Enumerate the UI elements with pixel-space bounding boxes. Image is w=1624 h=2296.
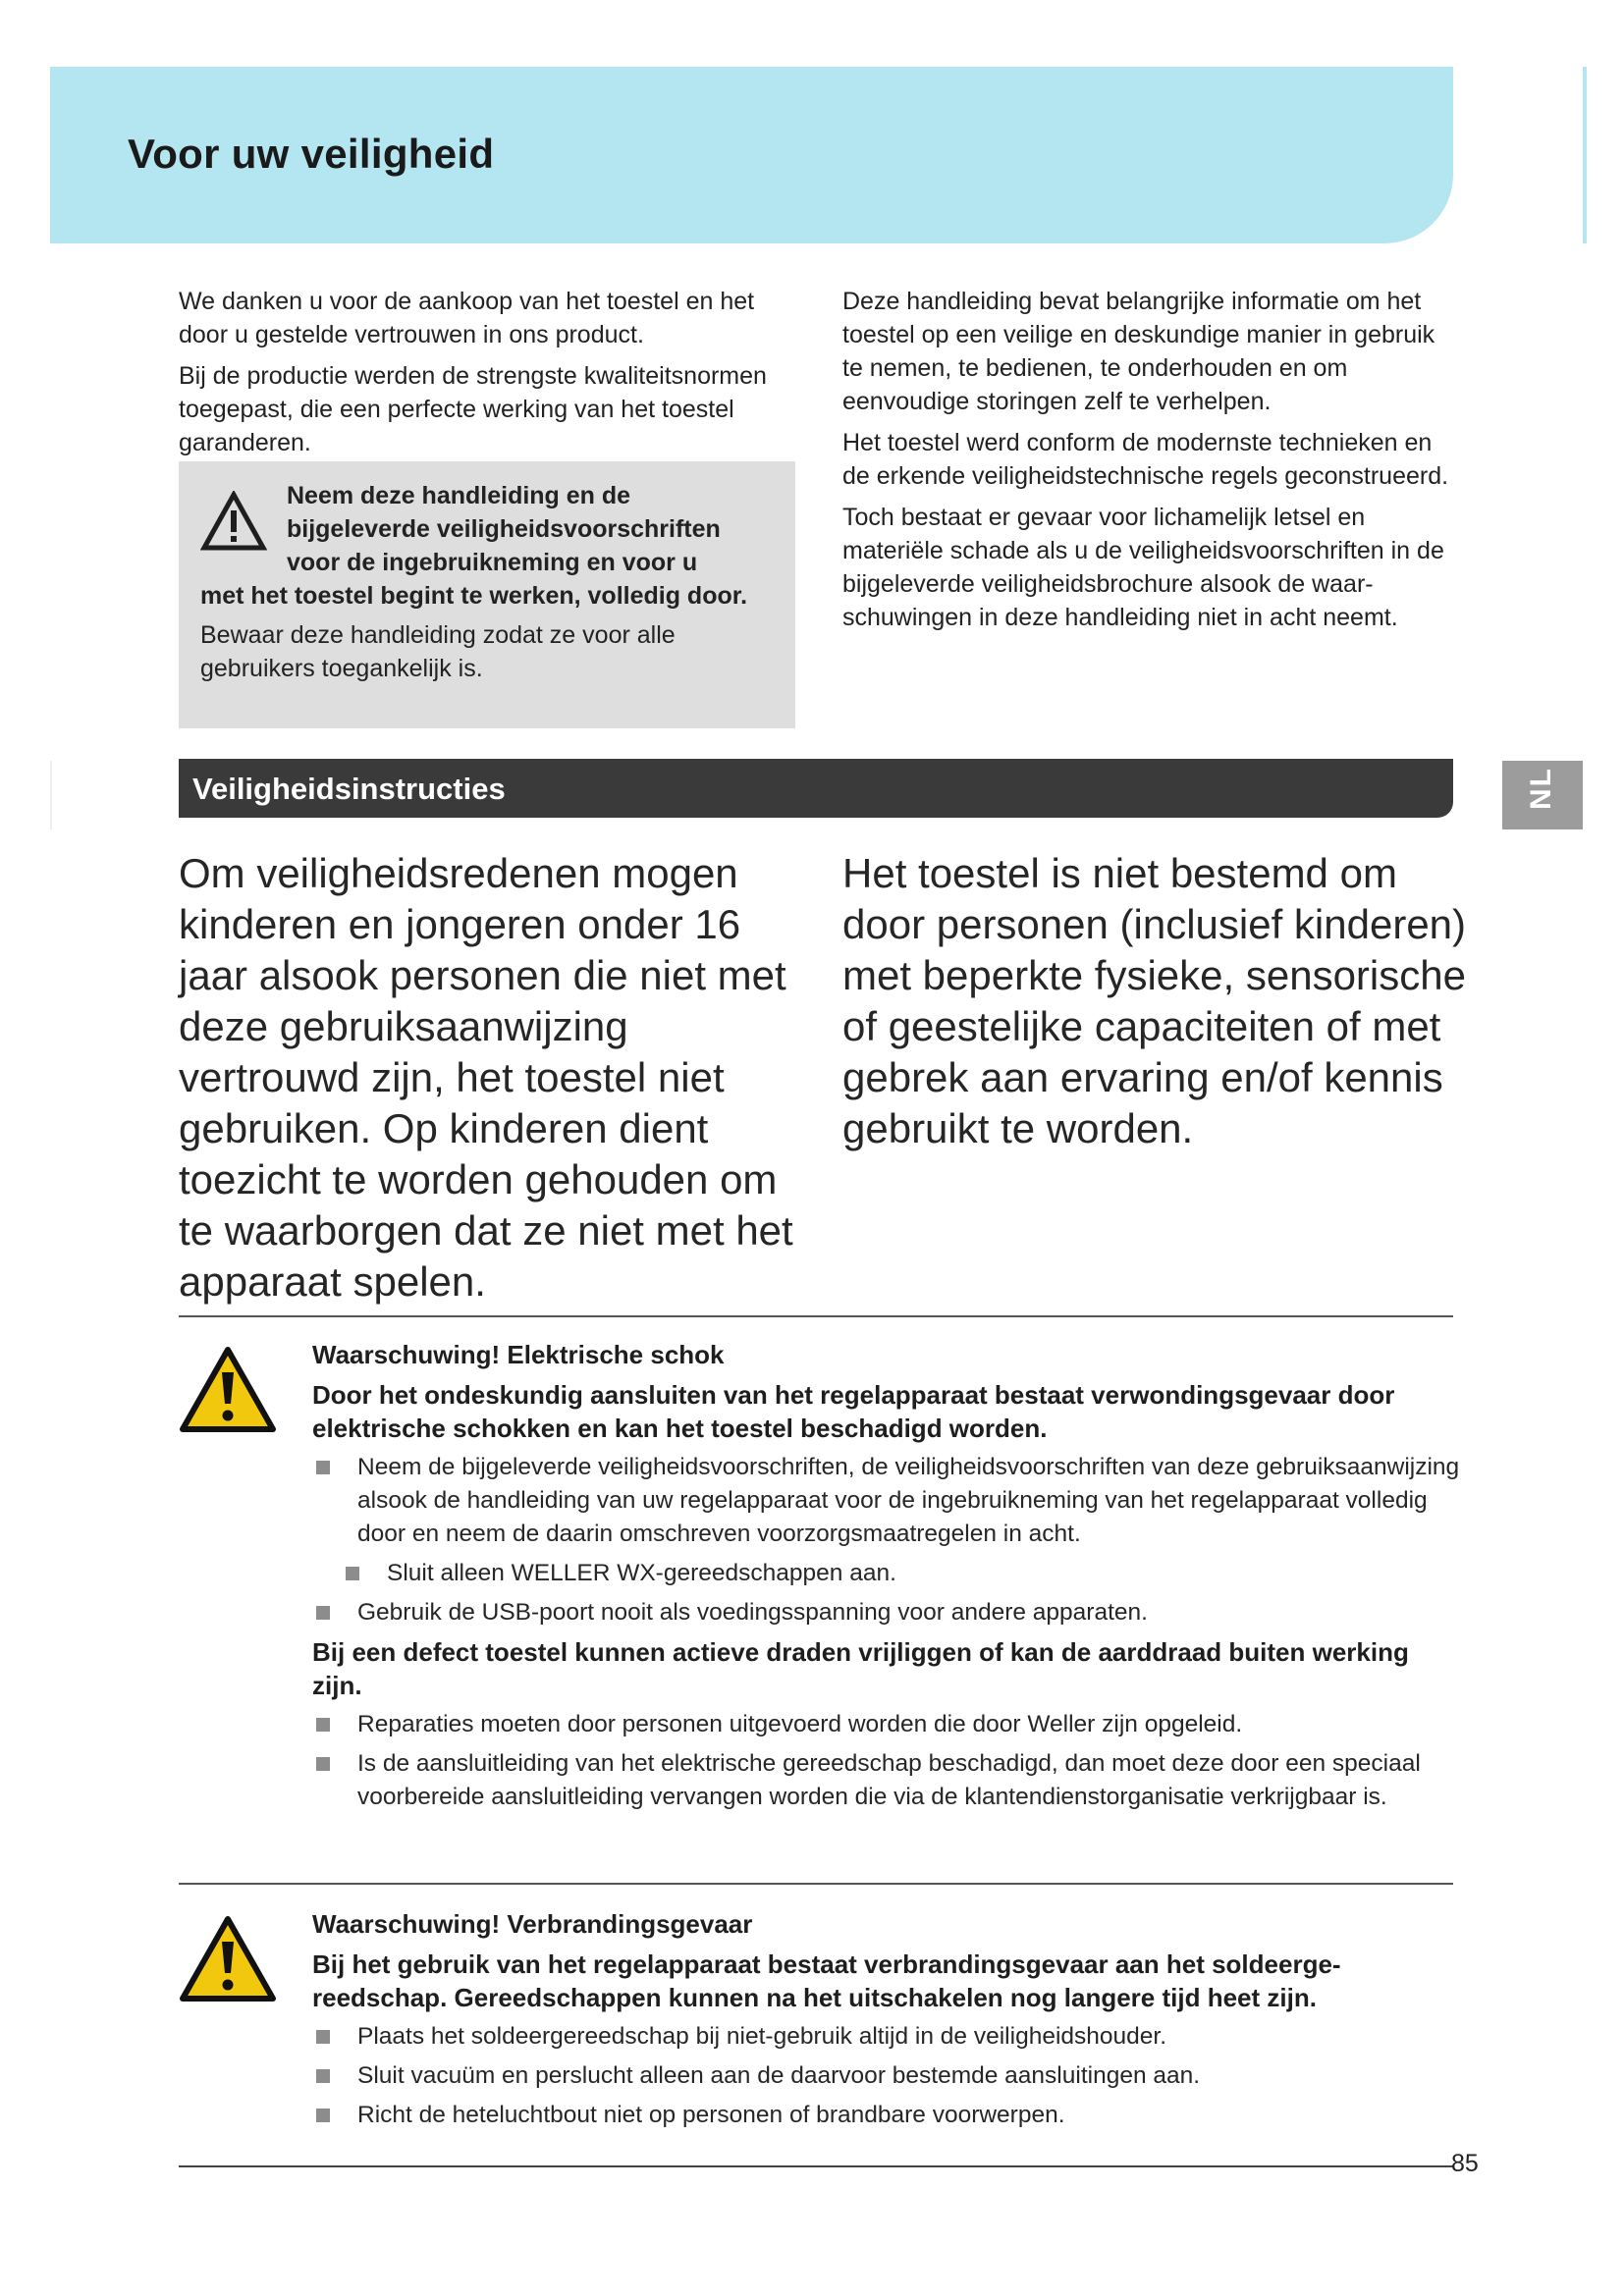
footer-rule: [179, 2165, 1453, 2167]
list-item: Is de aansluitleiding van het elektrische gereedschap beschadigd, dan moet deze door een speciaal voorbereide aansluitleiding vervangen worden die via de klantendienstorganisatie verkrijgbaar is.: [312, 1747, 1461, 1814]
section-header-bar: [179, 759, 1453, 818]
bullet-square-icon: [316, 1757, 330, 1771]
list-item: Reparaties moeten door personen uitgevoerd worden die door Weller zijn opgeleid.: [312, 1708, 1461, 1741]
warning-triangle-icon: [179, 1914, 277, 2004]
intro-left-column: [179, 285, 797, 467]
list-item: Plaats het soldeergereedschap bij niet-gebruik altijd in de veiligheidshouder.: [312, 2020, 1461, 2054]
warning-triangle-icon: [179, 1345, 277, 1435]
notice-bold-line: bijgeleverde veiligheidsvoorschriften: [287, 515, 721, 543]
intro-paragraph: Toch bestaat er gevaar voor lichamelijk letsel en materiële schade als u de veiligheidsvoorschriften in de bijgeleverde veiligheidsbrochure alsook de waarschuwingen in deze handleiding niet in acht neemt.: [842, 504, 1444, 631]
notice-bold-line: voor de ingebruikneming en voor u: [287, 549, 698, 576]
warning-bold-text: Bij het gebruik van het regelapparaat bestaat verbrandingsgevaar aan het soldeergereedschap. Gereedschappen kunnen na het uitschakelen nog langere tijd heet zijn.: [312, 1949, 1341, 2012]
warning-title: Waarschuwing! Verbrandingsgevaar: [312, 1909, 753, 1939]
divider: [179, 1315, 1453, 1317]
intro-paragraph: We danken u voor de aankoop van het toestel en het door u gestelde vertrouwen in ons product.: [179, 288, 755, 348]
warning-bold-text: Bij een defect toestel kunnen actieve draden vrijliggen of kan de aarddraad buiten werking zijn.: [312, 1637, 1409, 1700]
bullet-square-icon: [316, 1461, 330, 1474]
edge-decoration: [50, 761, 52, 829]
notice-box: [179, 461, 795, 728]
safety-statement-right: Het toestel is niet bestemd om door personen (inclusief kinderen) met beperkte fysieke, sensorische of geestelijke capaciteiten of met gebrek aan ervaring en/of kennis gebruikt te worden.: [842, 850, 1467, 1151]
warning-burn-hazard: [312, 1906, 1461, 2138]
warning-electric-shock: [312, 1337, 1461, 1820]
list-item: Sluit vacuüm en perslucht alleen aan de daarvoor bestemde aansluitingen aan.: [312, 2059, 1461, 2093]
bullet-square-icon: [346, 1567, 359, 1580]
bullet-square-icon: [316, 1718, 330, 1732]
list-item: Gebruik de USB-poort nooit als voedingsspanning voor andere apparaten.: [312, 1596, 1461, 1629]
bullet-list: [312, 1708, 1461, 1814]
safety-statement-left: Om veiligheidsredenen mogen kinderen en jongeren onder 16 jaar alsook personen die niet met deze gebruiksaanwijzing vertrouwd zijn, het toestel niet gebruiken. Op kinderen dient toezicht te worden gehouden om te waarborgen dat ze niet met het apparaat spelen.: [179, 850, 793, 1305]
bullet-square-icon: [316, 1606, 330, 1620]
bullet-square-icon: [316, 2109, 330, 2122]
section-title: Veiligheidsinstructies: [192, 772, 506, 806]
warning-title: Waarschuwing! Elektrische schok: [312, 1340, 725, 1369]
bullet-square-icon: [316, 2069, 330, 2083]
divider: [179, 1883, 1453, 1885]
bullet-list: [312, 2020, 1461, 2132]
warning-bold-text: Door het ondeskundig aansluiten van het regelapparaat bestaat verwondingsgevaar door elektrische schokken en kan het toestel beschadigd worden.: [312, 1380, 1395, 1443]
notice-text: Bewaar deze handleiding zodat ze voor alle gebruikers toegankelijk is.: [200, 621, 676, 682]
notice-bold-line: Neem deze handleiding en de: [287, 482, 631, 509]
list-item: Sluit alleen WELLER WX-gereedschappen aan.: [312, 1557, 1461, 1590]
intro-paragraph: Bij de productie werden de strengste kwaliteitsnormen toegepast, die een perfecte werking van het toestel garanderen.: [179, 362, 767, 456]
edge-decoration: [1583, 67, 1587, 243]
notice-bold-text: met het toestel begint te werken, volledig door.: [200, 582, 748, 610]
page-title: Voor uw veiligheid: [128, 131, 495, 177]
intro-paragraph: Deze handleiding bevat belangrijke informatie om het toestel op een veilige en deskundige manier in gebruik te nemen, te bedienen, te onderhouden en om eenvoudige storingen zelf te verhelpen.: [842, 288, 1435, 415]
intro-paragraph: Het toestel werd conform de modernste technieken en de erkende veiligheidstechnische regels geconstrueerd.: [842, 429, 1449, 490]
bullet-list: [312, 1451, 1461, 1629]
intro-right-column: [842, 285, 1461, 642]
page-number: 85: [1451, 2150, 1479, 2177]
list-item: Richt de heteluchtbout niet op personen of brandbare voorwerpen.: [312, 2099, 1461, 2132]
list-item: Neem de bijgeleverde veiligheidsvoorschriften, de veiligheidsvoorschriften van deze gebruiksaanwijzing alsook de handleiding van uw regelapparaat voor de ingebruikneming van het regelapparaat volledig door en neem de daarin omschreven voorzorgsmaatregelen in acht.: [312, 1451, 1461, 1551]
bullet-square-icon: [316, 2030, 330, 2044]
language-tab-label: NL: [1525, 767, 1557, 810]
language-tab: [1502, 761, 1583, 829]
